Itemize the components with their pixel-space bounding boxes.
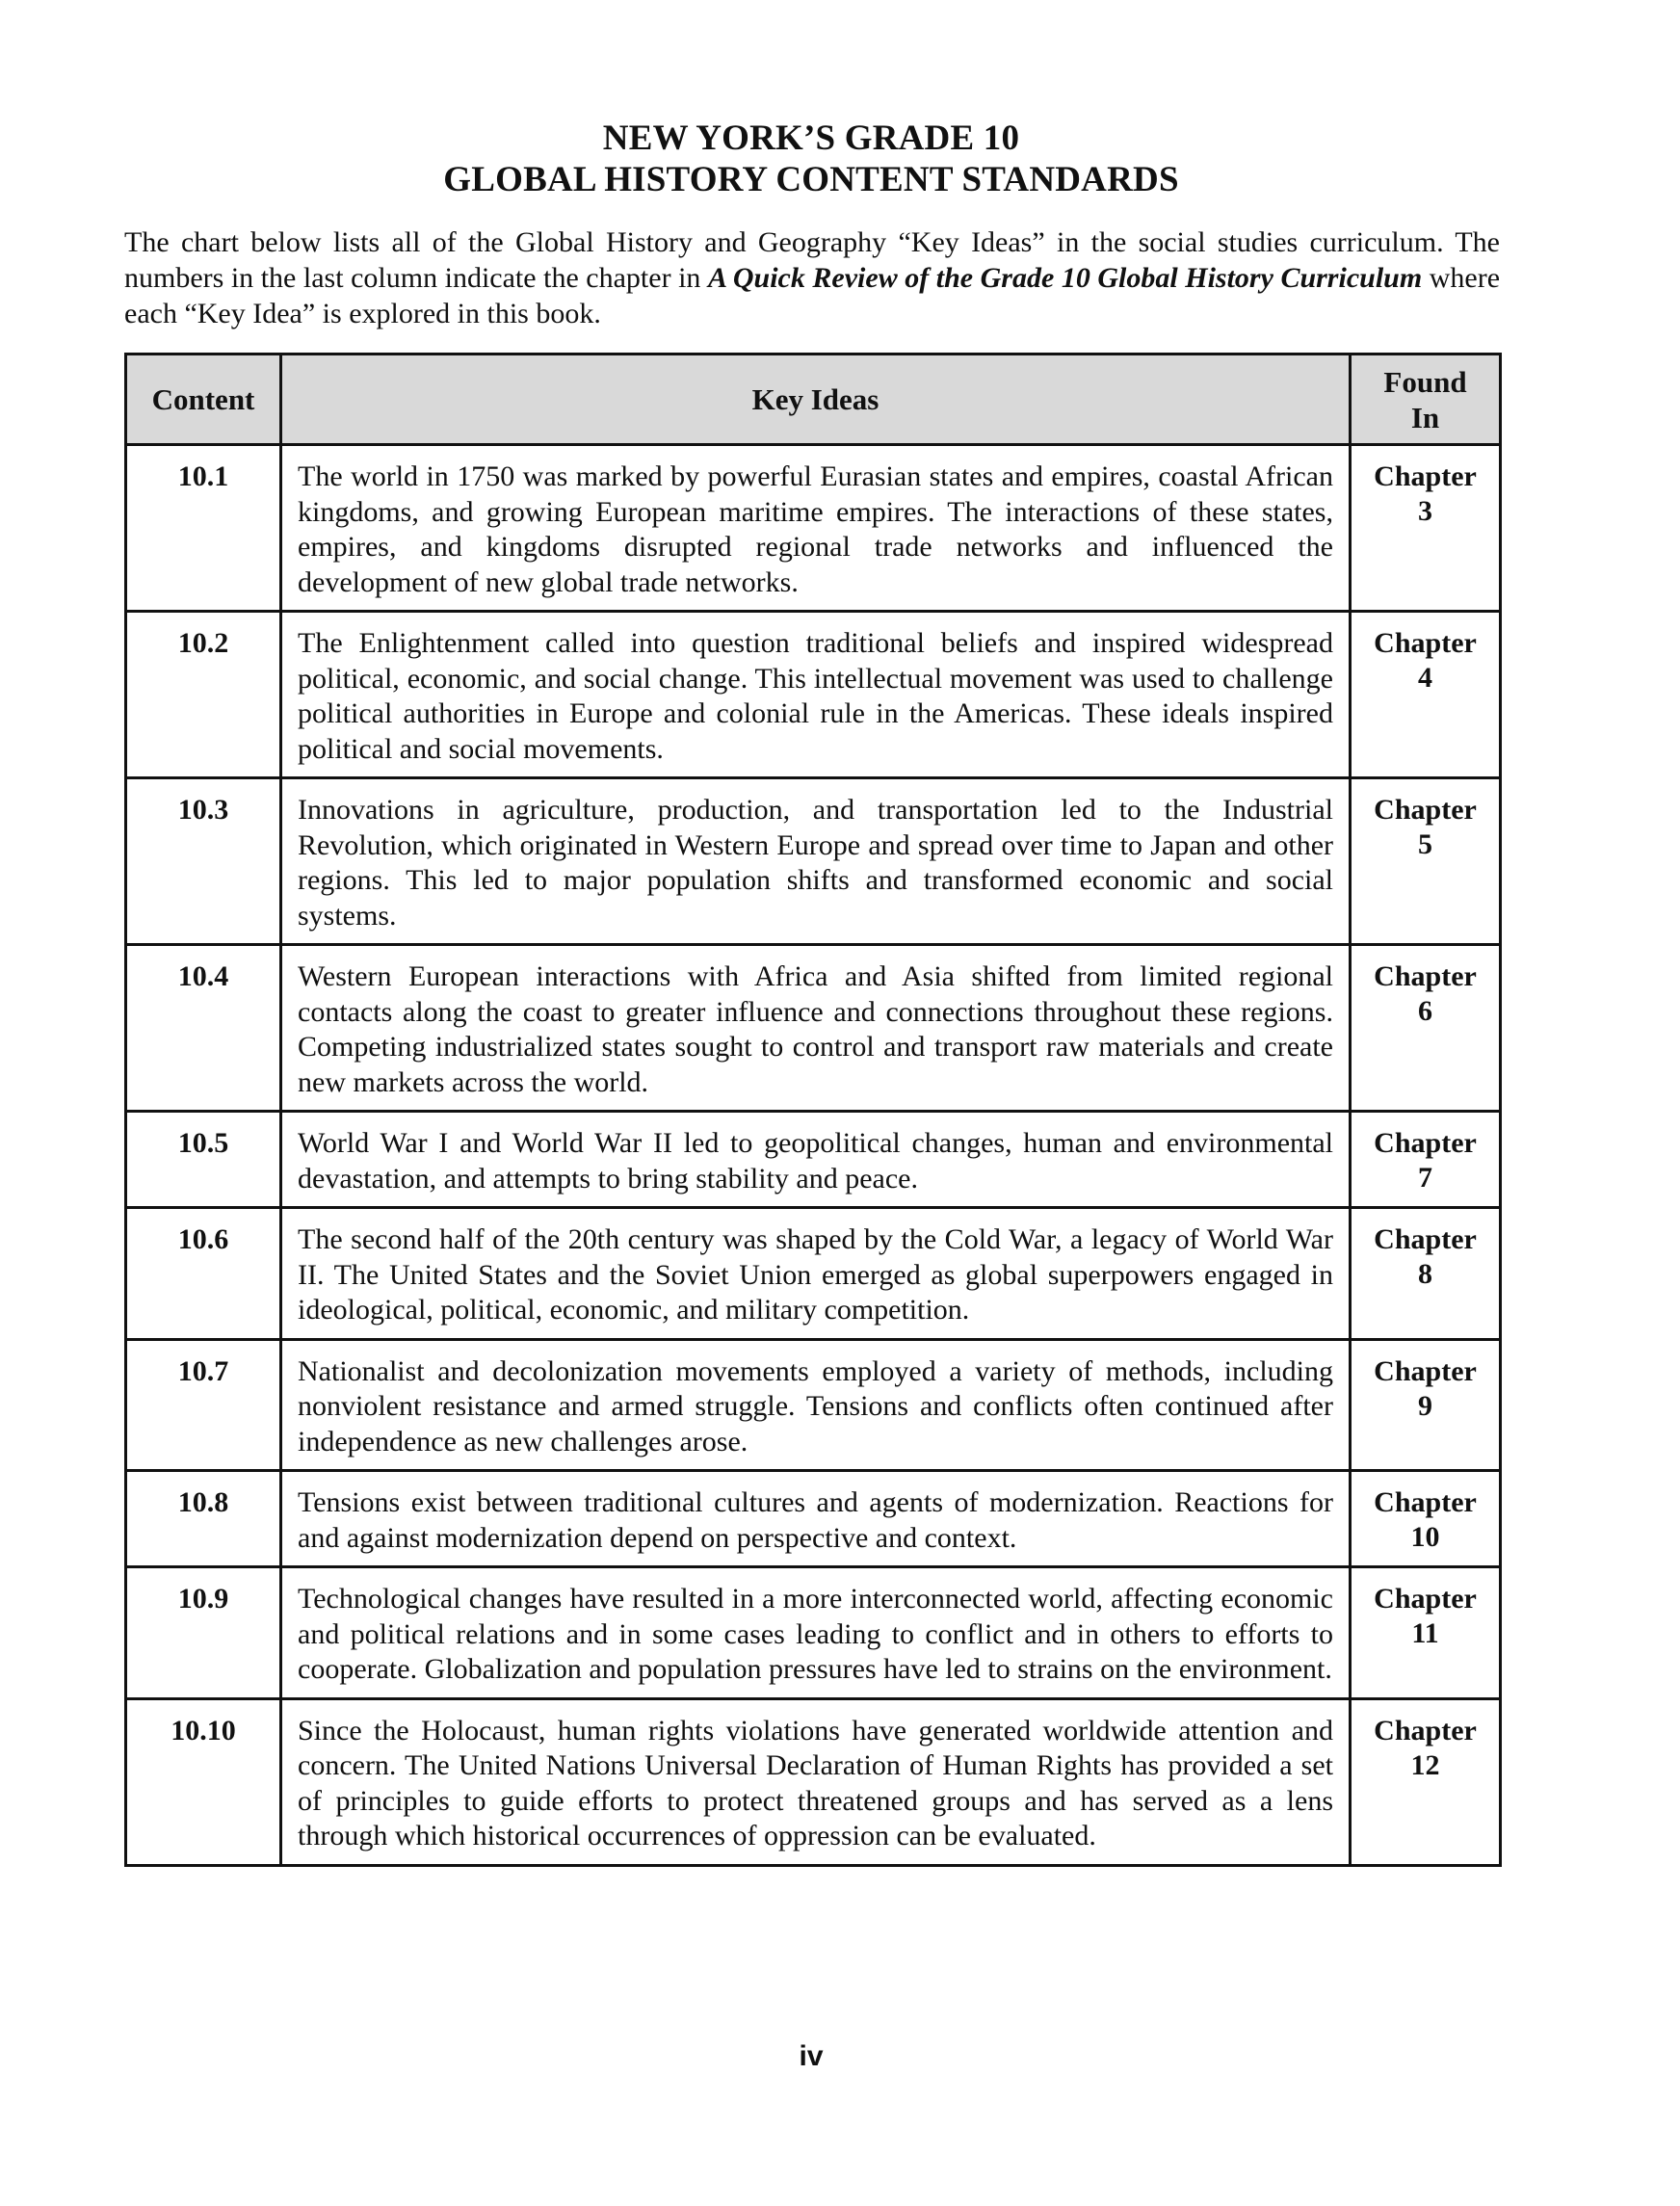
chapter-number: 3 bbox=[1418, 495, 1432, 527]
chapter-label: Chapter bbox=[1374, 960, 1477, 992]
found-in-chapter bbox=[1351, 1471, 1501, 1567]
intro-text-start: The chart below lists all of the Global History and Geography “Key Ideas” in the social studies curriculum. The numbers in the last column indicate the chapter in bbox=[124, 226, 1500, 294]
page-number: iv bbox=[799, 2040, 824, 2072]
chapter-number: 12 bbox=[1410, 1748, 1440, 1781]
found-in-chapter bbox=[1351, 1208, 1501, 1340]
table-header-row bbox=[126, 355, 1501, 445]
found-in-chapter bbox=[1351, 612, 1501, 778]
table-row bbox=[126, 1339, 1501, 1471]
chapter-number: 8 bbox=[1418, 1258, 1432, 1290]
key-idea-text: World War I and World War II led to geopolitical changes, human and environmental devastation, and attempts to bring stability and peace. bbox=[281, 1112, 1351, 1208]
header-found-in bbox=[1351, 355, 1501, 445]
table-row bbox=[126, 1567, 1501, 1699]
found-in-chapter bbox=[1351, 945, 1501, 1112]
page-title bbox=[0, 118, 1622, 200]
found-in-chapter bbox=[1351, 445, 1501, 612]
header-found-line2: In bbox=[1410, 400, 1440, 434]
table-body bbox=[126, 445, 1501, 1866]
title-line-2: GLOBAL HISTORY CONTENT STANDARDS bbox=[443, 160, 1179, 199]
table-row bbox=[126, 1208, 1501, 1340]
key-idea-text: Technological changes have resulted in a more interconnected world, affecting economic and political relations and in some cases leading to conflict and in others to efforts to cooperate. Globalization and population pressures have led to strains on the environment. bbox=[281, 1567, 1351, 1699]
chapter-label: Chapter bbox=[1374, 1583, 1477, 1615]
content-code: 10.5 bbox=[126, 1112, 281, 1208]
found-in-chapter bbox=[1351, 1698, 1501, 1865]
key-idea-text: Tensions exist between traditional cultures and agents of modernization. Reactions for and against modernization depend on perspective and context. bbox=[281, 1471, 1351, 1567]
table-row bbox=[126, 945, 1501, 1112]
chapter-label: Chapter bbox=[1374, 1127, 1477, 1159]
intro-text-end: where each “Key Idea” is explored in this book. bbox=[124, 262, 1501, 329]
key-idea-text: The second half of the 20th century was shaped by the Cold War, a legacy of World War II. The United States and the Soviet Union emerged as global superpowers engaged in ideological, political, economic, and military competition. bbox=[281, 1208, 1351, 1340]
content-code: 10.6 bbox=[126, 1208, 281, 1340]
chapter-label: Chapter bbox=[1374, 1714, 1477, 1746]
chapter-number: 4 bbox=[1418, 662, 1432, 694]
content-code: 10.9 bbox=[126, 1567, 281, 1699]
chapter-label: Chapter bbox=[1374, 460, 1477, 492]
content-code: 10.4 bbox=[126, 945, 281, 1112]
key-idea-text: Nationalist and decolonization movements employed a variety of methods, including nonviolent resistance and armed struggle. Tensions and conflicts often continued after independence as new challenges arose. bbox=[281, 1339, 1351, 1471]
chapter-label: Chapter bbox=[1374, 794, 1477, 826]
found-in-chapter bbox=[1351, 1567, 1501, 1699]
intro-paragraph bbox=[124, 224, 1500, 331]
table-row bbox=[126, 1112, 1501, 1208]
content-code: 10.7 bbox=[126, 1339, 281, 1471]
table-row bbox=[126, 612, 1501, 778]
content-code: 10.8 bbox=[126, 1471, 281, 1567]
key-idea-text: The world in 1750 was marked by powerful Eurasian states and empires, coastal African kingdoms, and growing European maritime empires. The interactions of these states, empires, and kingdoms disrupted regional trade networks and influenced the development of new global trade networks. bbox=[281, 445, 1351, 612]
key-idea-text: The Enlightenment called into question traditional beliefs and inspired widespread political, economic, and social change. This intellectual movement was used to challenge political authorities in Europe and colonial rule in the Americas. These ideals inspired political and social movements. bbox=[281, 612, 1351, 778]
content-code: 10.10 bbox=[126, 1698, 281, 1865]
chapter-label: Chapter bbox=[1374, 627, 1477, 659]
chapter-number: 10 bbox=[1410, 1521, 1440, 1553]
chapter-number: 9 bbox=[1418, 1389, 1432, 1422]
content-code: 10.1 bbox=[126, 445, 281, 612]
content-code: 10.3 bbox=[126, 778, 281, 945]
chapter-label: Chapter bbox=[1374, 1223, 1477, 1255]
title-line-1: NEW YORK’S GRADE 10 bbox=[602, 118, 1020, 158]
table-row bbox=[126, 1471, 1501, 1567]
chapter-number: 6 bbox=[1418, 995, 1432, 1027]
content-standards-table bbox=[124, 353, 1502, 1867]
found-in-chapter bbox=[1351, 1339, 1501, 1471]
book-title: A Quick Review of the Grade 10 Global History Curriculum bbox=[707, 262, 1423, 294]
table-row bbox=[126, 1698, 1501, 1865]
header-content: Content bbox=[126, 355, 281, 445]
chapter-number: 7 bbox=[1418, 1162, 1432, 1194]
chapter-label: Chapter bbox=[1374, 1486, 1477, 1518]
found-in-chapter bbox=[1351, 778, 1501, 945]
chapter-label: Chapter bbox=[1374, 1354, 1477, 1387]
key-idea-text: Since the Holocaust, human rights violations have generated worldwide attention and concern. The United Nations Universal Declaration of Human Rights has provided a set of principles to guide efforts to protect threatened groups and has served as a lens through which historical occurrences of oppression can be evaluated. bbox=[281, 1698, 1351, 1865]
chapter-number: 5 bbox=[1418, 828, 1432, 860]
table-row bbox=[126, 445, 1501, 612]
key-idea-text: Innovations in agriculture, production, and transportation led to the Industrial Revolution, which originated in Western Europe and spread over time to Japan and other regions. This led to major population shifts and transformed economic and social systems. bbox=[281, 778, 1351, 945]
content-code: 10.2 bbox=[126, 612, 281, 778]
table-row bbox=[126, 778, 1501, 945]
found-in-chapter bbox=[1351, 1112, 1501, 1208]
chapter-number: 11 bbox=[1411, 1617, 1439, 1649]
header-found-line1: Found bbox=[1383, 364, 1467, 399]
header-key-ideas: Key Ideas bbox=[281, 355, 1351, 445]
key-idea-text: Western European interactions with Africa and Asia shifted from limited regional contacts along the coast to greater influence and connections throughout these regions. Competing industrialized states sought to control and transport raw materials and create new markets across the world. bbox=[281, 945, 1351, 1112]
